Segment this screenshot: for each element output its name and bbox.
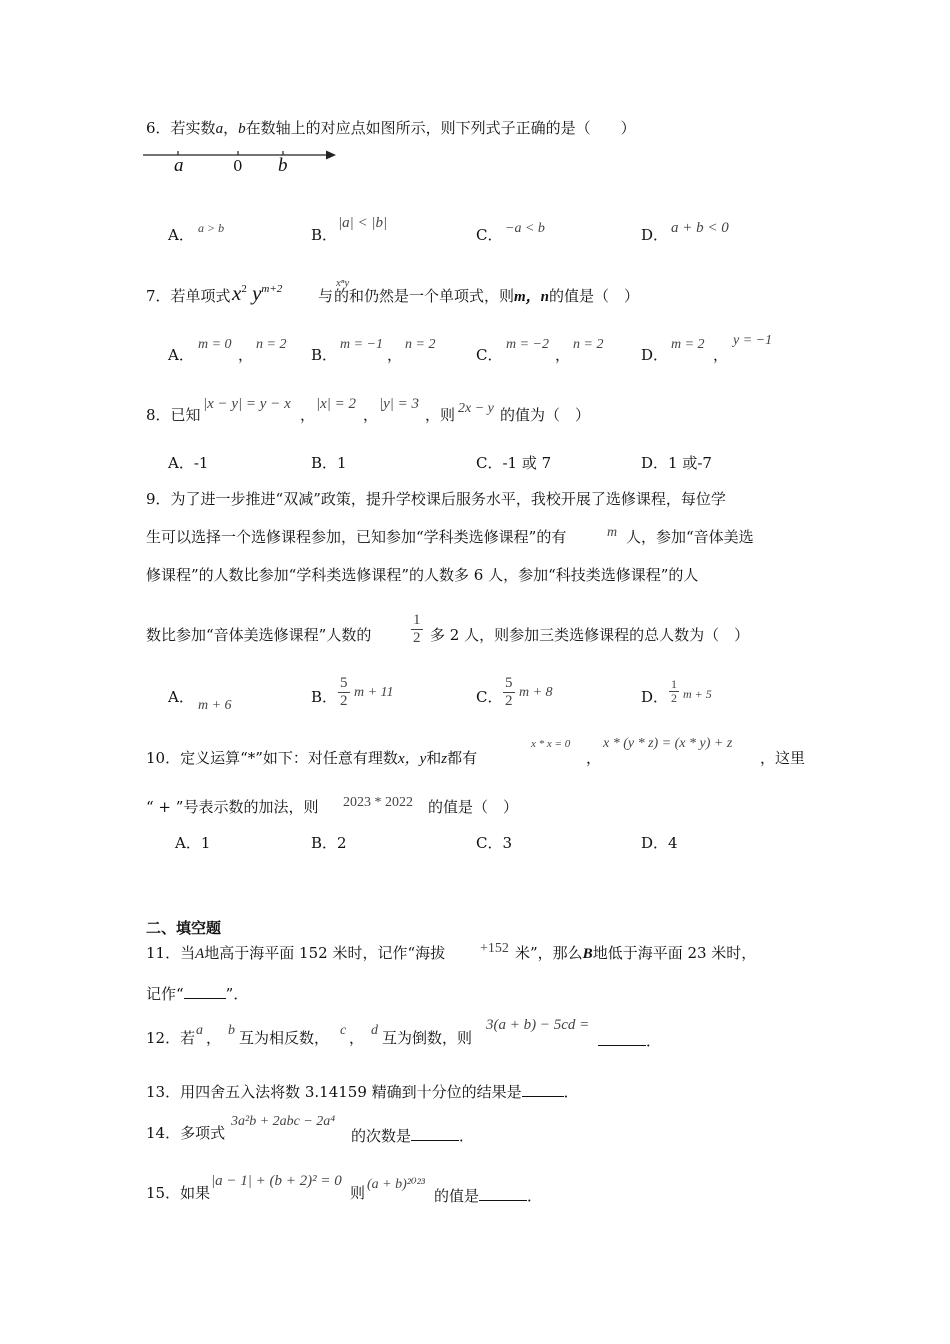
q14-answer-blank[interactable] <box>411 1126 459 1141</box>
number-line-label-a: a <box>174 155 184 176</box>
q9-option-d[interactable]: D． <box>641 688 669 706</box>
q12-stem: 12．若 <box>146 1029 196 1047</box>
q7-monomial-1: $x^2$ $y^{m+2}$ <box>232 281 283 305</box>
q6-stem: 6．若实数a，b在数轴上的对应点如图所示，则下列式子正确的是（ ） <box>146 119 636 137</box>
q10-option-d[interactable]: D．4 <box>641 834 678 852</box>
number-line <box>140 145 350 180</box>
q6-option-d-expr: a + b < 0 <box>671 220 729 236</box>
q9-line-1: 9．为了进一步推进“双减”政策，提升学校课后服务水平，我校开展了选修课程，每位学 <box>146 490 726 508</box>
q11-line-1: 11．当A地高于海平面 152 米时，记作“海拔 <box>146 944 446 962</box>
q8-stem: 8．已知 <box>146 406 201 424</box>
q9-option-c[interactable]: C． <box>476 688 503 706</box>
q9-option-b[interactable]: B． <box>311 688 338 706</box>
q6-option-d[interactable]: D． <box>641 226 669 244</box>
q7-monomial-2: xⁿy <box>336 277 350 289</box>
q15-stem: 15．如果 <box>146 1184 211 1202</box>
q6-option-a[interactable]: A． <box>168 226 194 244</box>
q9-line-2: 生可以选择一个选修课程参加，已知参加“学科类选修课程”的有 <box>146 528 567 546</box>
q9-line-3: 修课程”的人数比参加“学科类选修课程”的人数多 6 人，参加“科技类选修课程”的人 <box>146 566 699 584</box>
q8-option-b[interactable]: B．1 <box>311 454 347 472</box>
q6-option-b[interactable]: B． <box>311 226 338 244</box>
q11-answer-blank[interactable] <box>184 984 226 999</box>
q9-option-a[interactable]: A． <box>168 688 194 706</box>
q7-option-b[interactable]: B． <box>311 346 338 364</box>
q14-stem: 14．多项式 <box>146 1124 226 1142</box>
q6-option-a-expr: a > b <box>198 221 225 235</box>
q10-option-c[interactable]: C．3 <box>476 834 513 852</box>
q15-answer-blank[interactable] <box>479 1186 527 1201</box>
q8-option-c[interactable]: C．-1 或 7 <box>476 454 552 472</box>
q9-fraction: $\frac{1}{2}$ <box>413 612 421 646</box>
number-line-label-0: 0 <box>233 157 243 175</box>
q6-option-b-expr: |a| < |b| <box>338 215 388 231</box>
q8-option-d[interactable]: D．1 或-7 <box>641 454 712 472</box>
q9-line-4: 数比参加“音体美选修课程”人数的 <box>146 626 372 644</box>
q11-line-2: 记作“ ”． <box>146 985 249 1003</box>
q7-stem: 7．若单项式 <box>146 287 231 305</box>
q7-option-d[interactable]: D． <box>641 346 669 364</box>
q10-option-a[interactable]: A．1 <box>175 834 211 852</box>
q7-option-a[interactable]: A． <box>168 346 194 364</box>
q13-stem: 13．用四舍五入法将数 3.14159 精确到十分位的结果是 ． <box>146 1083 579 1101</box>
q13-answer-blank[interactable] <box>522 1082 564 1097</box>
q12-answer-blank[interactable] <box>598 1031 646 1046</box>
q10-stem: 10．定义运算“*”如下：对任意有理数x，y和z都有 <box>146 749 478 767</box>
q8-option-a[interactable]: A．-1 <box>168 454 209 472</box>
q7-option-c[interactable]: C． <box>476 346 503 364</box>
q6-number: 6． <box>146 119 171 137</box>
number-line-label-b: b <box>278 155 288 176</box>
q6-option-c[interactable]: C． <box>476 226 503 244</box>
q6-option-c-expr: −a < b <box>505 221 545 236</box>
q10-option-b[interactable]: B．2 <box>311 834 347 852</box>
section-title: 二、填空题 <box>146 919 222 937</box>
